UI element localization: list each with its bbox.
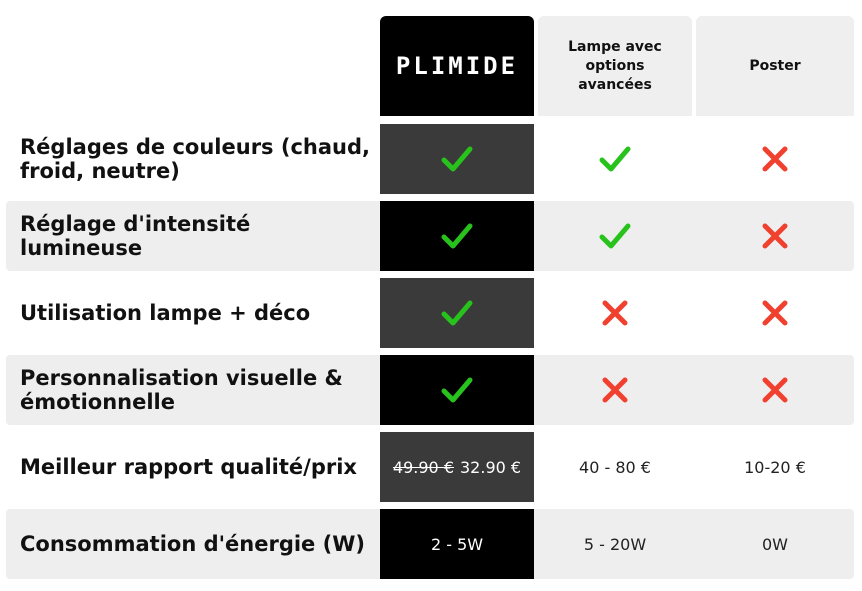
poster-header-title: Poster [749,57,801,74]
current-price: 32.90 € [460,457,522,477]
poster-header [696,16,854,116]
lamp-header-title: Lampe avec options avancées [568,38,662,93]
cross-icon [757,141,793,177]
brand-cell [380,355,534,425]
lamp-price-cell: 40 - 80 € [579,457,651,477]
lamp-cell [538,355,692,425]
table-row [6,278,854,348]
poster-price-cell: 10-20 € [744,457,806,477]
check-icon [439,141,475,177]
check-icon [439,372,475,408]
feature-label: Réglages de couleurs (chaud, froid, neutre) [20,135,370,183]
table-row [6,124,854,194]
brand-header [380,16,534,116]
feature-label: Consommation d'énergie (W) [20,532,365,556]
poster-cell [696,278,854,348]
cross-icon [597,372,633,408]
check-icon [597,141,633,177]
brand-cell [380,201,534,271]
feature-label: Utilisation lampe + déco [20,301,311,325]
lamp-header [538,16,692,116]
old-price: 49.90 € [392,457,454,477]
feature-label: Meilleur rapport qualité/prix [20,455,357,479]
lamp-cell [538,278,692,348]
poster-cell [696,201,854,271]
poster-cell [696,124,854,194]
cross-icon [757,218,793,254]
brand-price-cell [380,432,534,502]
brand-cell [380,124,534,194]
brand-energy-cell: 2 - 5W [380,509,534,579]
check-icon [439,218,475,254]
feature-label: Réglage d'intensité lumineuse [20,212,251,260]
cross-icon [757,295,793,331]
check-icon [597,218,633,254]
feature-label: Personnalisation visuelle & émotionnelle [20,366,343,414]
cross-icon [757,372,793,408]
poster-cell [696,355,854,425]
brand-logo: PLIMIDE [395,52,519,80]
lamp-energy-cell: 5 - 20W [583,534,647,554]
table-row [6,432,854,502]
poster-energy-cell: 0W [762,534,788,554]
cross-icon [597,295,633,331]
check-icon [439,295,475,331]
brand-cell [380,278,534,348]
table-row [6,509,854,579]
table-row [6,355,854,425]
lamp-cell [538,124,692,194]
lamp-cell [538,201,692,271]
table-row [6,201,854,271]
